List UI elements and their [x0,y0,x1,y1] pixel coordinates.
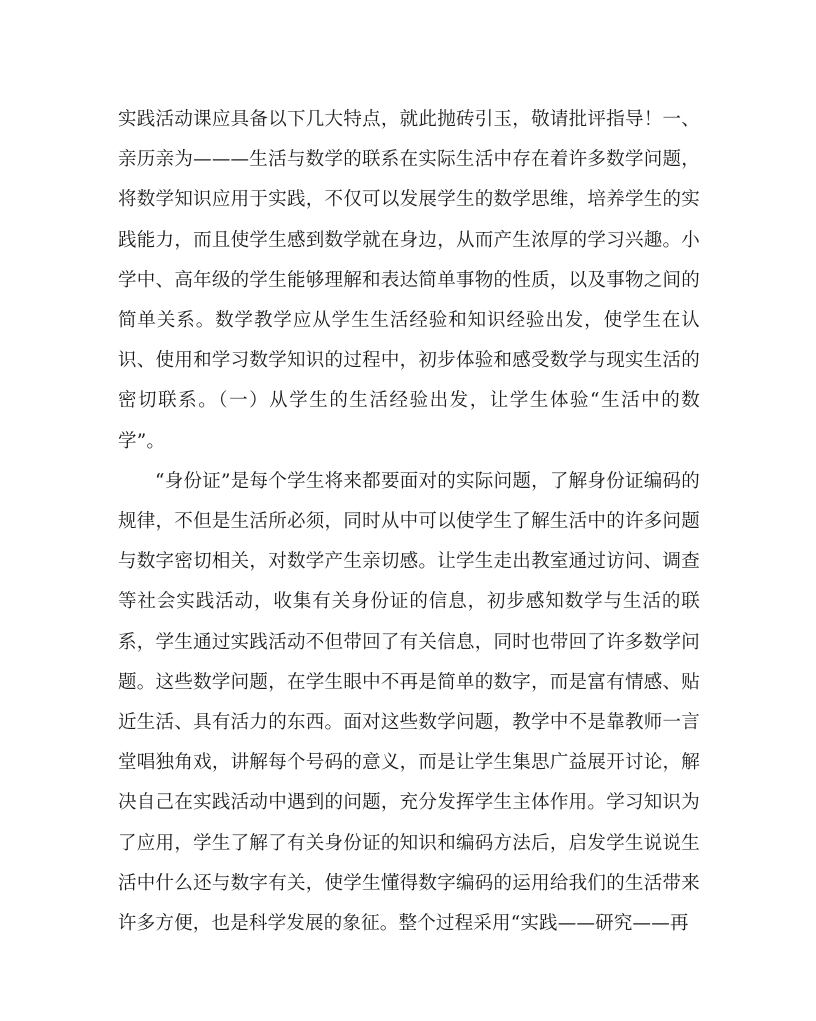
paragraph-2: “身份证”是每个学生将来都要面对的实际问题，了解身份证编码的规律，不但是生活所必须，同时从中可以使学生了解生活中的许多问题与数字密切相关，对数学产生亲切感。让学生走出教室通过访问、调查等社会实践活动，收集有关身份证的信息，初步感知数学与生活的联系，学生通过实践活动不但带回了有关信息，同时也带回了许多数学问题。这些数学问题，在学生眼中不再是简单的数字，而是富有情感、贴近生活、具有活力的东西。面对这些数学问题，教学中不是靠教师一言堂唱独角戏，讲解每个号码的意义，而是让学生集思广益展开讨论，解决自己在实践活动中遇到的问题，充分发挥学生主体作用。学习知识为了应用，学生了解了有关身份证的知识和编码方法后，启发学生说说生活中什么还与数字有关，使学生懂得数字编码的运用给我们的生活带来许多方便，也是科学发展的象征。整个过程采用“实践——研究——再 [118,470,700,935]
document-body [118,100,700,944]
paragraph-1: 实践活动课应具备以下几大特点，就此抛砖引玉，敬请批评指导！一、亲历亲为———生活与数学的联系在实际生活中存在着许多数学问题，将数学知识应用于实践，不仅可以发展学生的数学思维，培养学生的实践能力，而且使学生感到数学就在身边，从而产生浓厚的学习兴趣。小学中、高年级的学生能够理解和表达简单事物的性质，以及事物之间的简单关系。数学教学应从学生生活经验和知识经验出发，使学生在认识、使用和学习数学知识的过程中，初步体验和感受数学与现实生活的密切联系。（一）从学生的生活经验出发，让学生体验“生活中的数学”。 [118,109,700,452]
